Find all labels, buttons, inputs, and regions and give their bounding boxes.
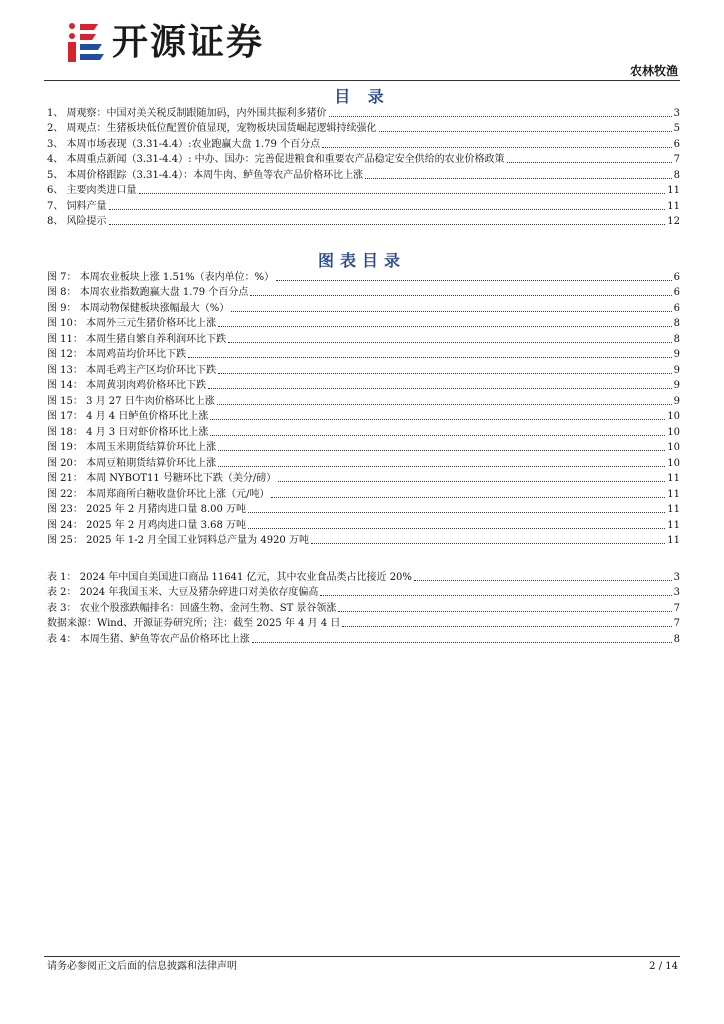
figure-entry-page: 10	[667, 442, 680, 453]
toc-entry[interactable]	[47, 151, 680, 167]
dot-leader	[329, 116, 672, 117]
figure-entry[interactable]	[47, 516, 680, 532]
figure-entry-label: 图 19： 本周玉米期货结算价环比上涨	[47, 442, 217, 453]
figure-entry[interactable]	[47, 268, 680, 284]
toc-entry-page: 7	[673, 154, 680, 165]
figure-entry-page: 8	[673, 333, 680, 345]
toc-entry-label: 6、 主要肉类进口量	[47, 185, 137, 196]
figure-entry-label: 图 10： 本周外三元生猪价格环比上涨	[47, 318, 217, 329]
figure-entry-page: 10	[667, 426, 680, 438]
figure-entry-page: 9	[673, 395, 680, 407]
figure-entry-page: 6	[673, 302, 680, 314]
figure-entry-page: 10	[667, 457, 680, 469]
toc-entry-page: 5	[673, 123, 680, 134]
figure-entry[interactable]	[47, 377, 680, 393]
dot-leader	[217, 404, 672, 405]
figure-entry[interactable]	[47, 423, 680, 439]
toc-entry[interactable]	[47, 197, 680, 213]
toc-entry-page: 12	[667, 216, 680, 227]
toc-entry-label: 3、 本周市场表现（3.31-4.4）:农业跑赢大盘 1.79 个百分点	[47, 138, 321, 150]
figure-entry-label: 图 11： 本周生猪自繁自养利润环比下跌	[47, 333, 227, 345]
figure-entry[interactable]	[47, 439, 680, 455]
dot-leader	[322, 147, 672, 148]
figure-entry-label: 图 13： 本周毛鸡主产区均价环比下跌	[47, 364, 217, 376]
table-entry-label: 表 1： 2024 年中国自美国进口商品 11641 亿元，其中农业食品类占比接近 20%	[47, 571, 412, 583]
table-entry-page: 7	[673, 618, 680, 629]
dot-leader	[188, 357, 672, 358]
figure-entry[interactable]	[47, 454, 680, 470]
dot-leader	[218, 326, 672, 327]
figure-list	[47, 268, 680, 547]
toc-entry-label: 2、 周观点：生猪板块低位配置价值显现，宠物板块国货崛起逻辑持续强化	[47, 123, 377, 134]
figure-list-title: 图表目录	[317, 251, 406, 270]
table-entry-label: 表 4： 本周生猪、鲈鱼等农产品价格环比上涨	[47, 633, 250, 645]
dot-leader	[231, 311, 671, 312]
figure-entry-label: 图 21： 本周 NYBOT11 号糖环比下跌（美分/磅）	[47, 473, 277, 484]
dot-leader	[338, 611, 671, 612]
table-entry[interactable]	[47, 599, 680, 615]
figure-entry-page: 11	[667, 488, 680, 500]
toc-title: 目 录	[334, 87, 390, 106]
figure-entry[interactable]	[47, 392, 680, 408]
figure-entry[interactable]	[47, 330, 680, 346]
toc-entry-label: 8、 风险提示	[47, 216, 107, 227]
table-entry-page: 8	[673, 633, 680, 645]
figure-entry[interactable]	[47, 532, 680, 548]
figure-entry[interactable]	[47, 501, 680, 517]
figure-entry[interactable]	[47, 284, 680, 300]
figure-entry[interactable]	[47, 485, 680, 501]
dot-leader	[248, 512, 665, 513]
sector-label: 农林牧渔	[629, 64, 678, 78]
dot-leader	[109, 224, 666, 225]
figure-entry-page: 11	[667, 519, 680, 531]
figure-entry-label: 图 14： 本周黄羽肉鸡价格环比下跌	[47, 380, 207, 391]
table-entry[interactable]	[47, 584, 680, 600]
figure-entry-page: 9	[673, 349, 680, 360]
figure-entry-page: 10	[667, 411, 680, 422]
toc-entry-page: 3	[673, 107, 680, 119]
dot-leader	[379, 131, 672, 132]
table-entry[interactable]	[47, 630, 680, 646]
figure-entry-page: 11	[667, 504, 680, 515]
table-entry-page: 3	[673, 587, 680, 598]
figure-entry-label: 图 8： 本周农业指数跑赢大盘 1.79 个百分点	[47, 287, 249, 298]
dot-leader	[252, 642, 672, 643]
figure-entry[interactable]	[47, 346, 680, 362]
dot-leader	[250, 295, 671, 296]
figure-entry-page: 11	[667, 473, 680, 484]
dot-leader	[248, 528, 665, 529]
figure-entry[interactable]	[47, 299, 680, 315]
footer-page-number: 2 / 14	[649, 961, 678, 972]
dot-leader	[342, 626, 671, 627]
toc-entry-label: 1、 周观察：中国对美关税反制跟随加码，内外围共振利多猪价	[47, 107, 327, 119]
table-entry-label: 表 3： 农业个股涨跌幅排名：回盛生物、金河生物、ST 景谷领涨	[47, 602, 337, 614]
figure-entry-label: 图 22： 本周郑商所白糖收盘价环比上涨（元/吨）	[47, 488, 270, 500]
dot-leader	[210, 419, 665, 420]
figure-entry-label: 图 25： 2025 年 1-2 月全国工业饲料总产量为 4920 万吨	[47, 535, 309, 546]
brand-name: 开源证券	[112, 22, 265, 63]
table-entry-page: 7	[673, 602, 680, 614]
figure-entry-label: 图 9： 本周动物保健板块涨幅最大（%）	[47, 302, 230, 314]
figure-entry-label: 图 24： 2025 年 2 月鸡肉进口量 3.68 万吨	[47, 519, 247, 531]
table-entry-label: 数据来源：Wind、开源证券研究所；注：截至 2025 年 4 月 4 日	[47, 618, 341, 629]
toc-list	[47, 104, 680, 228]
page-header	[0, 0, 724, 82]
toc-entry-label: 4、 本周重点新闻（3.31-4.4）: 中办、国办：完善促进粮食和重要农产品稳定安全供给的农业价格政策	[47, 154, 505, 165]
figure-entry-page: 9	[673, 364, 680, 376]
dot-leader	[218, 373, 672, 374]
dot-leader	[271, 497, 665, 498]
brand-logo-icon	[66, 20, 106, 66]
toc-entry[interactable]	[47, 104, 680, 120]
toc-entry[interactable]	[47, 166, 680, 182]
toc-entry-label: 7、 饲料产量	[47, 200, 107, 212]
figure-entry[interactable]	[47, 361, 680, 377]
toc-entry[interactable]	[47, 135, 680, 151]
table-entry-label: 表 2： 2024 年我国玉米、大豆及猪杂碎进口对美依存度偏高	[47, 587, 319, 598]
figure-entry[interactable]	[47, 408, 680, 424]
figure-entry-label: 图 18： 4 月 3 日对虾价格环比上涨	[47, 426, 209, 438]
dot-leader	[311, 543, 665, 544]
figure-entry-page: 9	[673, 380, 680, 391]
figure-entry-label: 图 20： 本周豆粕期货结算价环比上涨	[47, 457, 217, 469]
toc-entry[interactable]	[47, 182, 680, 198]
dot-leader	[414, 580, 672, 581]
dot-leader	[507, 162, 672, 163]
footer-divider	[44, 956, 680, 957]
dot-leader	[208, 388, 672, 389]
toc-entry-page: 11	[667, 185, 680, 196]
figure-entry[interactable]	[47, 315, 680, 331]
dot-leader	[320, 595, 671, 596]
dot-leader	[109, 209, 666, 210]
header-divider	[44, 80, 680, 81]
dot-leader	[218, 450, 665, 451]
toc-entry[interactable]	[47, 120, 680, 136]
footer-disclaimer: 请务必参阅正文后面的信息披露和法律声明	[47, 961, 237, 972]
figure-entry-label: 图 23： 2025 年 2 月猪肉进口量 8.00 万吨	[47, 504, 247, 515]
dot-leader	[218, 466, 665, 467]
figure-entry[interactable]	[47, 470, 680, 486]
figure-entry-label: 图 17： 4 月 4 日鲈鱼价格环比上涨	[47, 411, 209, 422]
dot-leader	[139, 193, 666, 194]
figure-entry-page: 6	[673, 271, 680, 283]
dot-leader	[228, 342, 672, 343]
figure-entry-page: 6	[673, 287, 680, 298]
toc-entry-page: 6	[673, 138, 680, 150]
table-list	[47, 568, 680, 646]
toc-entry[interactable]	[47, 213, 680, 229]
dot-leader	[365, 178, 672, 179]
dot-leader	[276, 280, 671, 281]
figure-entry-label: 图 7： 本周农业板块上涨 1.51%（表内单位：%）	[47, 271, 275, 283]
table-entry-page: 3	[673, 571, 680, 583]
toc-entry-page: 8	[673, 169, 680, 181]
figure-entry-page: 11	[667, 535, 680, 546]
dot-leader	[210, 435, 665, 436]
table-entry[interactable]	[47, 568, 680, 584]
figure-entry-page: 8	[673, 318, 680, 329]
toc-entry-label: 5、 本周价格跟踪（3.31-4.4）：本周牛肉、鲈鱼等农产品价格环比上涨	[47, 169, 364, 181]
dot-leader	[278, 481, 665, 482]
figure-entry-label: 图 12： 本周鸡苗均价环比下跌	[47, 349, 187, 360]
table-entry[interactable]	[47, 615, 680, 631]
toc-entry-page: 11	[667, 200, 680, 212]
figure-entry-label: 图 15： 3 月 27 日牛肉价格环比上涨	[47, 395, 215, 407]
